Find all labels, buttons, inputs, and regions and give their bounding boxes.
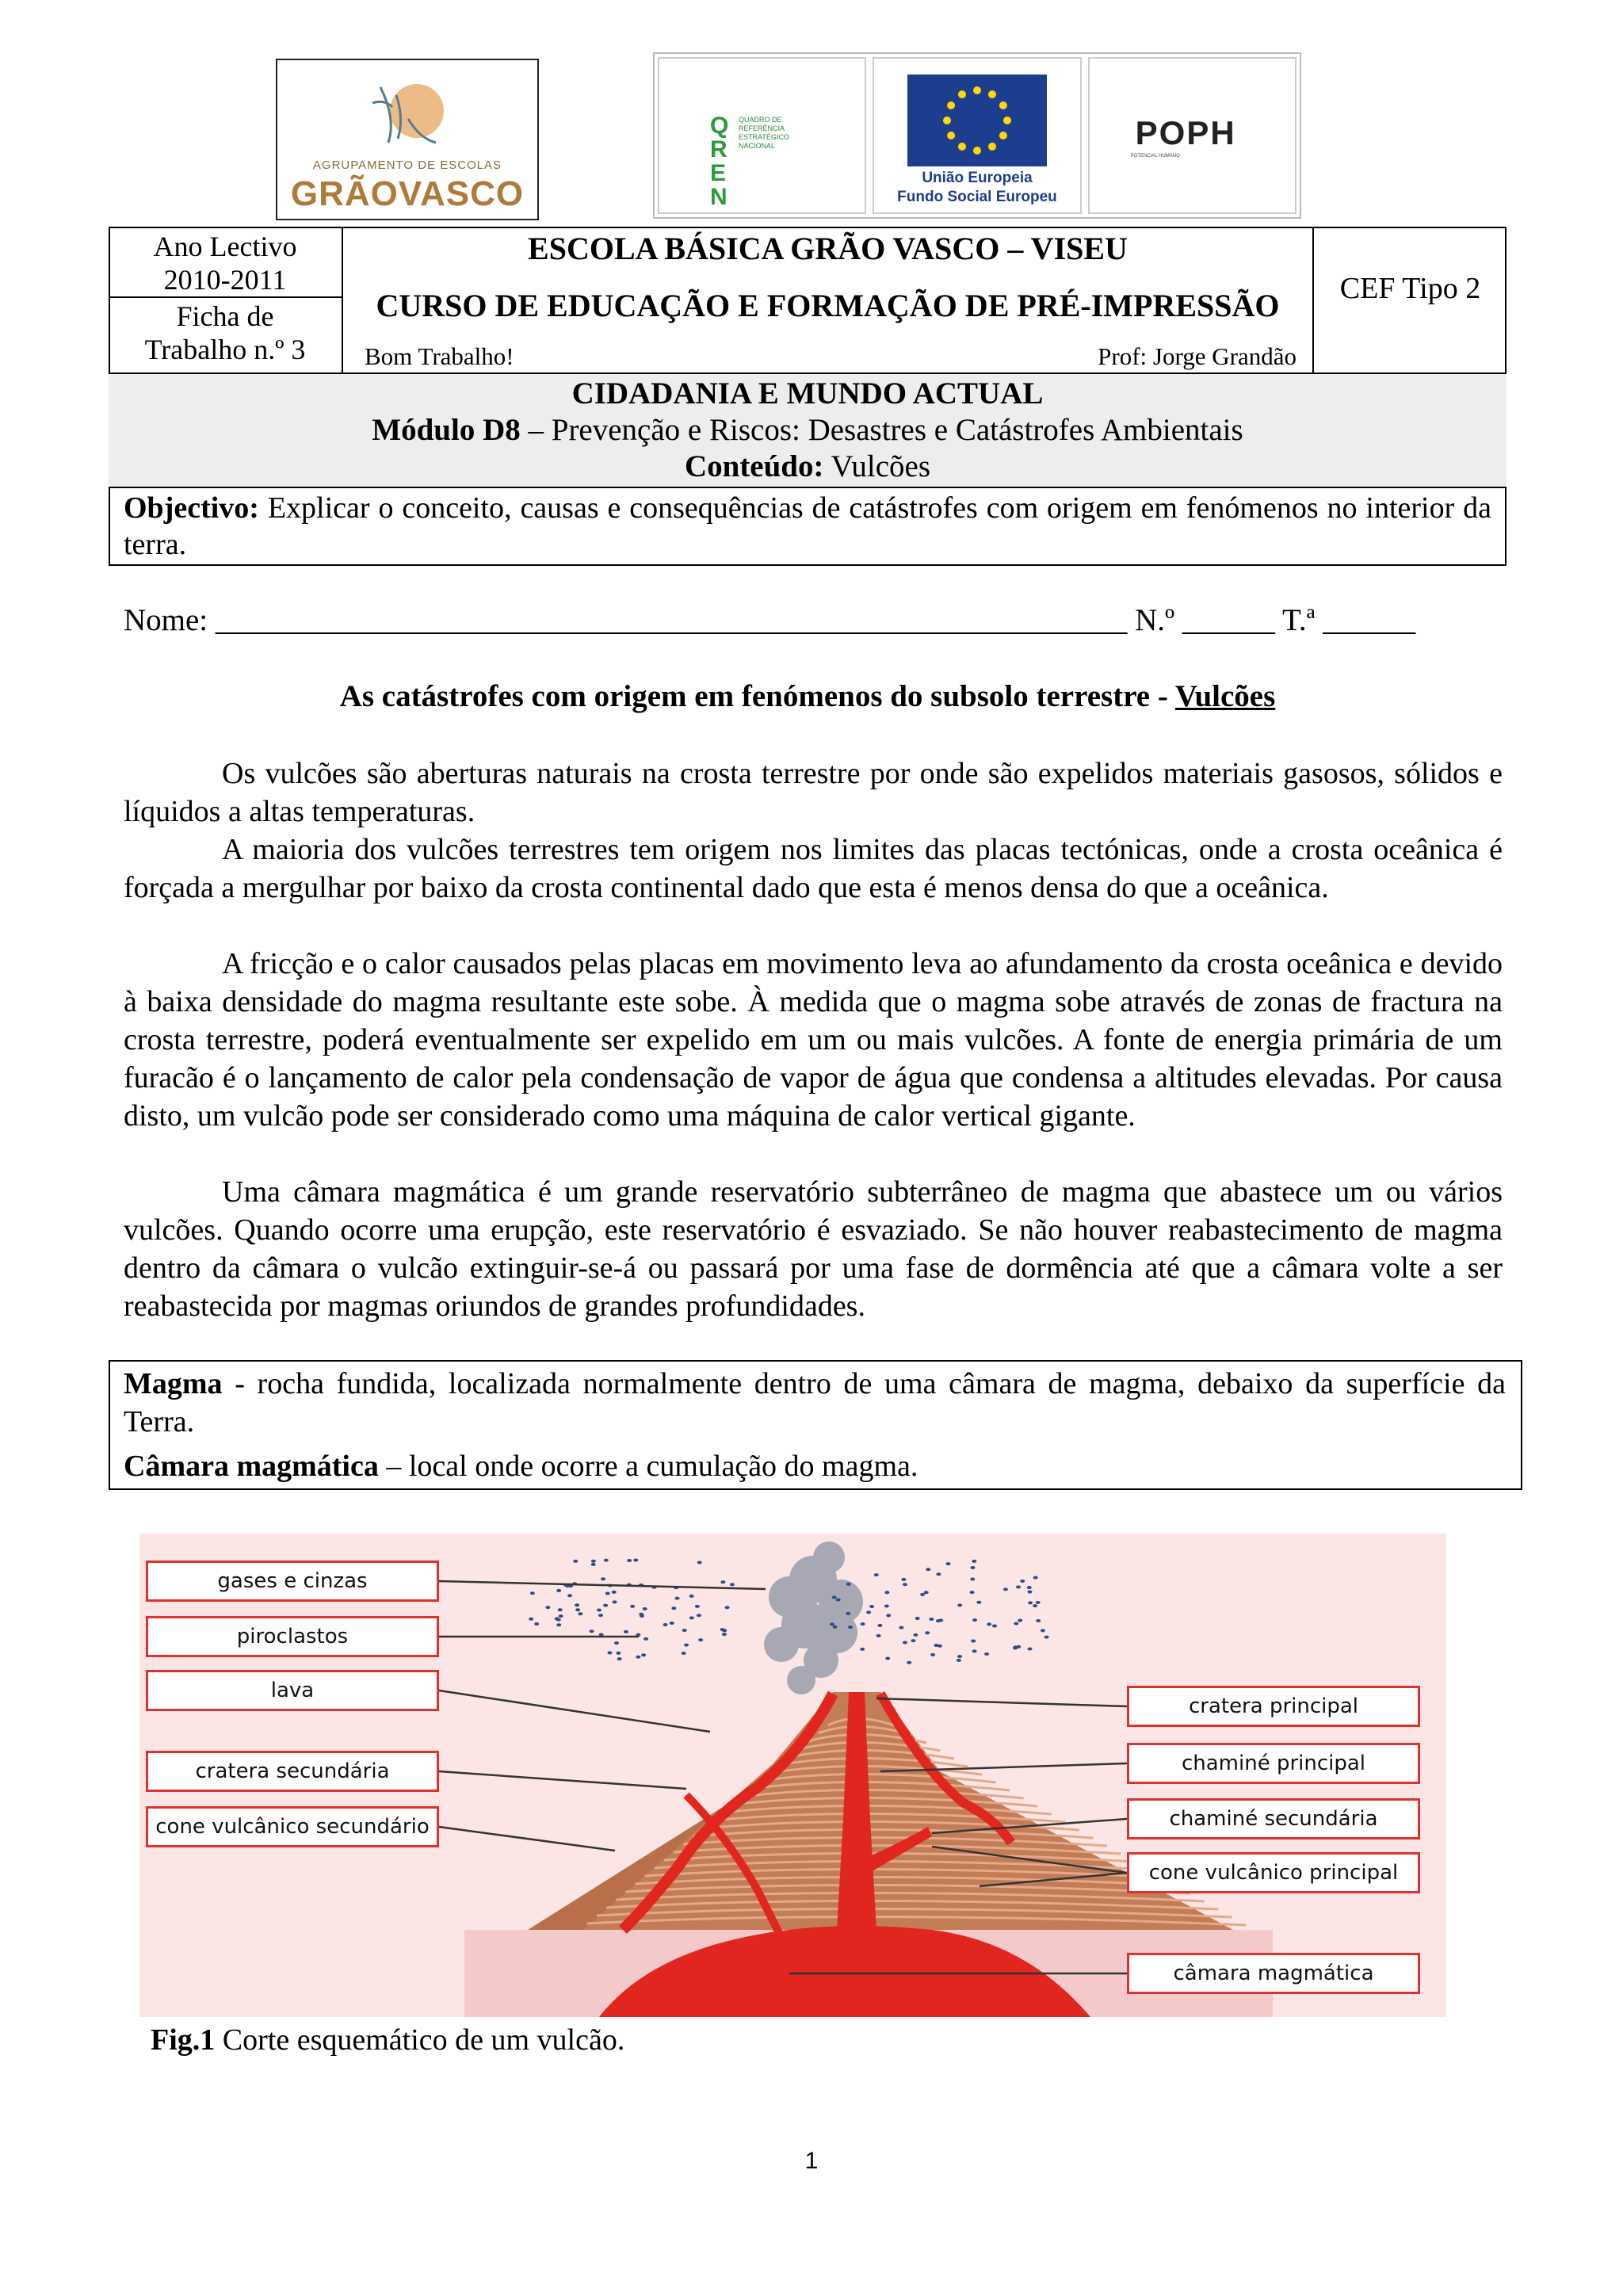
pyroclast-dot <box>936 1572 941 1576</box>
eu-star <box>988 143 996 151</box>
pyroclast-dot <box>567 1594 572 1597</box>
definition-term: Câmara magmática <box>124 1450 379 1483</box>
objective-text: Explicar o conceito, causas e consequências de catástrofes com origem em fenómenos no interior da terra. <box>124 491 1491 561</box>
qren-text: QUADRO DE REFERÊNCIA ESTRATÉGICO NACIONAL <box>739 116 789 150</box>
pyroclast-dot <box>957 1659 961 1662</box>
pyroclast-dot <box>886 1614 891 1617</box>
label-lava: lava <box>146 1670 439 1711</box>
poph-logo <box>1088 57 1296 214</box>
objective <box>124 490 1491 563</box>
course-name: CURSO DE EDUCAÇÃO E FORMAÇÃO DE PRÉ-IMPRESSÃO <box>376 288 1280 323</box>
pyroclast-dot <box>1013 1645 1018 1648</box>
pyroclast-dot <box>1036 1601 1041 1604</box>
pyroclast-dot <box>972 1560 976 1563</box>
year-label: Ano Lectivo <box>153 231 297 262</box>
pyroclast-dot <box>601 1577 605 1580</box>
pyroclast-dot <box>971 1640 976 1643</box>
cef-cell: CEF Tipo 2 <box>1312 227 1507 372</box>
pyroclast-dot <box>682 1652 686 1655</box>
pyroclast-dot <box>924 1591 929 1594</box>
pyroclast-dot <box>972 1649 977 1652</box>
pyroclast-dot <box>591 1563 596 1566</box>
pyroclast-dot <box>860 1648 865 1651</box>
module-line <box>109 412 1507 448</box>
pyroclast-dot <box>722 1633 727 1636</box>
pyroclast-dot <box>971 1566 976 1569</box>
paragraph-4-text: Uma câmara magmática é um grande reservatório subterrâneo de magma que abastece um ou vários vulcões. Quando ocorre uma erupção, este reservatório é esvaziado. Se não houver reabastecimento de magma dentro da câmara o vulcão extinguir-se-á ou passará por uma fase de dormência até que a câmara volte a ser reabastecida por magmas oriundos de grandes profundidades. <box>124 1175 1503 1323</box>
label-gases-cinzas: gases e cinzas <box>146 1561 439 1602</box>
pyroclast-dot <box>643 1607 647 1610</box>
pyroclast-dot <box>915 1617 920 1620</box>
pyroclast-dot <box>877 1624 882 1627</box>
pyroclast-dot <box>720 1580 725 1584</box>
eu-logo <box>873 57 1081 214</box>
year-value: 2010-2011 <box>163 264 287 296</box>
label-cratera-secundaria: cratera secundária <box>146 1751 439 1792</box>
pyroclast-dot <box>1044 1636 1049 1639</box>
page-number: 1 <box>804 2148 819 2174</box>
pyroclast-dot <box>903 1583 907 1586</box>
pyroclast-dot <box>689 1595 694 1598</box>
pyroclast-dot <box>612 1591 617 1594</box>
school-logo-line1: AGRUPAMENTO DE ESCOLAS <box>312 159 502 172</box>
paragraph-2 <box>124 831 1503 907</box>
pyroclast-dot <box>876 1634 881 1637</box>
objective-label: Objectivo: <box>124 491 259 525</box>
pyroclast-dot <box>725 1606 730 1609</box>
pyroclast-dot <box>639 1613 643 1616</box>
pyroclast-dot <box>946 1562 951 1565</box>
pyroclast-dot <box>930 1653 935 1656</box>
pyroclast-dot <box>861 1622 865 1626</box>
eu-star <box>947 132 955 139</box>
definition-magma <box>124 1365 1506 1441</box>
module-label: Módulo D8 <box>372 413 521 447</box>
pyroclast-dot <box>830 1622 834 1626</box>
pyroclast-dot <box>616 1652 621 1655</box>
pyroclast-dot <box>1027 1586 1032 1589</box>
pyroclast-dot <box>624 1630 628 1633</box>
pyroclast-dot <box>697 1561 702 1564</box>
pyroclast-dot <box>558 1608 563 1611</box>
paragraph-2-text: A maioria dos vulcões terrestres tem origem nos limites das placas tectónicas, onde a crosta oceânica é forçada a mergulhar por baixo da crosta continental dado que esta é menos densa do que a oceânica. <box>124 833 1503 904</box>
definition-text: – local onde ocorre a cumulação do magma. <box>378 1450 918 1483</box>
pyroclast-dot <box>556 1618 561 1622</box>
pyroclast-dot <box>832 1626 837 1629</box>
pyroclast-dot <box>972 1618 977 1622</box>
pyroclast-dot <box>970 1591 975 1594</box>
pyroclast-dot <box>730 1583 735 1586</box>
label-piroclastos: piroclastos <box>146 1616 439 1657</box>
pyroclast-dot <box>636 1656 640 1659</box>
sheet-cell <box>109 296 343 372</box>
eu-star <box>958 143 966 151</box>
pyroclast-dot <box>1033 1576 1038 1580</box>
pyroclast-dot <box>869 1605 874 1608</box>
pyroclast-dot <box>663 1623 667 1626</box>
pyroclast-dot <box>614 1641 619 1645</box>
pyroclast-dot <box>976 1601 981 1604</box>
pyroclast-dot <box>590 1629 594 1633</box>
pyroclast-dot <box>573 1560 578 1563</box>
pyroclast-dot <box>617 1657 622 1660</box>
pyroclast-dot <box>1028 1601 1033 1604</box>
pyroclast-dot <box>684 1644 689 1647</box>
pyroclast-dot <box>911 1639 915 1642</box>
pyroclast-dot <box>885 1657 890 1660</box>
definition-camara <box>124 1447 1506 1485</box>
year-cell <box>109 227 343 298</box>
pyroclast-dot <box>575 1603 579 1606</box>
pyroclast-dot <box>987 1622 991 1626</box>
eu-star <box>999 132 1007 139</box>
pyroclast-dot <box>920 1593 925 1596</box>
eu-star <box>999 101 1007 109</box>
pyroclast-dot <box>957 1655 962 1658</box>
sheet-label: Ficha de <box>176 300 274 332</box>
eu-star <box>973 86 981 94</box>
pyroclast-dot <box>836 1598 841 1601</box>
pyroclast-dot <box>613 1600 617 1603</box>
pyroclast-dot <box>575 1608 580 1611</box>
pyroclast-dot <box>641 1653 646 1656</box>
eu-star <box>1003 117 1011 124</box>
pyroclast-dot <box>627 1559 632 1562</box>
definition-text: - rocha fundida, localizada normalmente dentro de uma câmara de magma, debaixo da superfície da Terra. <box>124 1367 1506 1438</box>
section-title-main: As catástrofes com origem em fenómenos do subsolo terrestre - <box>339 679 1175 713</box>
label-cone-principal: cone vulcânico principal <box>1127 1852 1420 1893</box>
pyroclast-dot <box>633 1559 638 1562</box>
pyroclast-dot <box>907 1661 911 1664</box>
qren-mark: QREN <box>710 113 729 210</box>
paragraph-3-text: A fricção e o calor causados pelas placas em movimento leva ao afundamento da crosta oceânica e devido à baixa densidade do magma resultante este sobe. À medida que o magma sobe através de zonas de fractura na crosta terrestre, poderá eventualmente ser expelido em um ou mais vulcões. A fonte de energia primária de um furacão é o lançamento de calor pela condensação de vapor de água que condensa a altitudes elevadas. Por causa disto, um vulcão pode ser considerado como uma máquina de calor vertical gigante. <box>124 947 1503 1133</box>
pyroclast-dot <box>603 1604 608 1607</box>
pyroclast-dot <box>1003 1587 1008 1591</box>
pyroclast-dot <box>957 1603 962 1606</box>
pyroclast-dot <box>556 1623 561 1626</box>
pyroclast-dot <box>598 1614 603 1617</box>
paragraph-4 <box>124 1173 1503 1325</box>
figure-caption <box>151 2023 624 2057</box>
paragraph-1-text: Os vulcões são aberturas naturais na crosta terrestre por onde são expelidos materiais gasosos, sólidos e líquidos a altas temperaturas. <box>124 757 1503 828</box>
pyroclast-dot <box>1041 1629 1045 1632</box>
pyroclast-dot <box>925 1631 930 1634</box>
school-logo-line2: GRÃOVASCO <box>290 174 525 213</box>
paragraph-3 <box>124 945 1503 1135</box>
subject-title: CIDADANIA E MUNDO ACTUAL <box>571 376 1044 411</box>
pyroclast-dot <box>559 1614 563 1618</box>
pyroclast-dot <box>545 1606 550 1609</box>
pyroclast-dot <box>682 1629 687 1632</box>
pyroclast-dot <box>643 1637 648 1641</box>
pyroclast-dot <box>848 1626 853 1629</box>
pyroclast-dot <box>675 1597 680 1600</box>
pyroclast-dot <box>984 1652 989 1656</box>
pyroclast-dot <box>1028 1591 1033 1594</box>
pyroclast-dot <box>697 1614 701 1617</box>
school-emblem-icon <box>277 63 534 159</box>
pyroclast-dot <box>903 1641 907 1645</box>
school-name: ESCOLA BÁSICA GRÃO VASCO – VISEU <box>528 231 1128 266</box>
pyroclast-dot <box>530 1591 535 1595</box>
pyroclast-dot <box>929 1618 934 1621</box>
pyroclast-dot <box>698 1638 703 1641</box>
pyroclast-dot <box>722 1629 727 1632</box>
eu-star <box>988 90 996 98</box>
pyroclast-dot <box>936 1619 941 1622</box>
greeting: Bom Trabalho! <box>365 342 514 370</box>
pyroclast-dot <box>1036 1619 1041 1622</box>
eu-star <box>947 101 955 109</box>
school-logo <box>276 59 539 220</box>
caption-text: Corte esquemático de um vulcão. <box>215 2023 625 2057</box>
pyroclast-dot <box>578 1612 582 1615</box>
pyroclast-dot <box>670 1622 674 1625</box>
pyroclast-dot <box>1028 1648 1033 1651</box>
caption-label: Fig.1 <box>151 2023 216 2057</box>
poph-mark: POPH <box>1135 114 1236 151</box>
label-chamine-secundaria: chaminé secundária <box>1127 1798 1420 1839</box>
pyroclast-dot <box>1014 1622 1018 1626</box>
volcano-figure <box>139 1534 1446 2017</box>
eu-flag-icon <box>907 74 1047 166</box>
pyroclast-dot <box>934 1644 938 1647</box>
pyroclast-dot <box>1018 1619 1022 1622</box>
section-title-underlined: Vulcões <box>1174 679 1276 713</box>
pyroclast-dot <box>970 1577 975 1580</box>
pyroclast-dot <box>1016 1585 1021 1588</box>
pyroclast-dot <box>630 1605 635 1608</box>
pyroclast-dot <box>597 1608 601 1611</box>
pyroclast-dot <box>926 1568 930 1571</box>
content-line <box>109 449 1507 484</box>
definition-term: Magma <box>124 1367 223 1400</box>
pyroclast-dot <box>591 1560 596 1563</box>
label-camara-magmatica: câmara magmática <box>1127 1953 1420 1994</box>
eu-star <box>943 117 951 124</box>
pyroclast-dot <box>1020 1580 1025 1583</box>
pyroclast-dot <box>607 1651 612 1654</box>
label-cratera-principal: cratera principal <box>1127 1686 1420 1727</box>
pyroclast-dot <box>604 1559 609 1562</box>
funding-logos <box>653 52 1301 219</box>
pyroclast-dot <box>1033 1604 1037 1607</box>
module-text: – Prevenção e Riscos: Desastres e Catástrofes Ambientais <box>520 413 1243 447</box>
content-label: Conteúdo: <box>684 449 824 483</box>
sheet-value: Trabalho n.º 3 <box>144 334 306 365</box>
eu-star <box>958 90 966 98</box>
pyroclast-dot <box>534 1622 539 1626</box>
pyroclast-dot <box>884 1605 889 1608</box>
pyroclast-dot <box>866 1610 871 1614</box>
pyroclast-dot <box>992 1625 997 1628</box>
pyroclast-dot <box>899 1626 903 1629</box>
content-text: Vulcões <box>823 449 931 483</box>
teacher-name: Prof: Jorge Grandão <box>1098 342 1296 370</box>
pyroclast-dot <box>884 1591 889 1594</box>
pyroclast-dot <box>846 1583 851 1586</box>
pyroclast-dot <box>689 1616 694 1619</box>
pyroclast-dot <box>529 1618 533 1621</box>
pyroclast-dot <box>846 1612 850 1615</box>
pyroclast-dot <box>556 1589 561 1592</box>
pyroclast-dot <box>874 1573 879 1576</box>
poph-sub: POTENCIAL HUMANO <box>1130 154 1180 159</box>
eu-caption-1: União Europeia <box>922 170 1033 186</box>
qren-logo <box>658 57 866 214</box>
pyroclast-dot <box>671 1606 676 1610</box>
pyroclast-dot <box>901 1578 906 1581</box>
label-chamine-principal: chaminé principal <box>1127 1743 1420 1784</box>
section-title <box>109 678 1507 714</box>
student-name-line: Nome: ___________________________________________________________ N.º ______ T.ª ______ <box>124 603 1416 637</box>
paragraph-1 <box>124 755 1503 831</box>
label-cone-secundario: cone vulcânico secundário <box>146 1806 439 1847</box>
pyroclast-dot <box>605 1592 610 1595</box>
pyroclast-dot <box>695 1605 700 1608</box>
eu-star <box>973 147 981 155</box>
eu-caption-2: Fundo Social Europeu <box>897 189 1057 205</box>
pyroclast-dot <box>832 1596 837 1599</box>
pyroclast-dot <box>913 1633 918 1637</box>
